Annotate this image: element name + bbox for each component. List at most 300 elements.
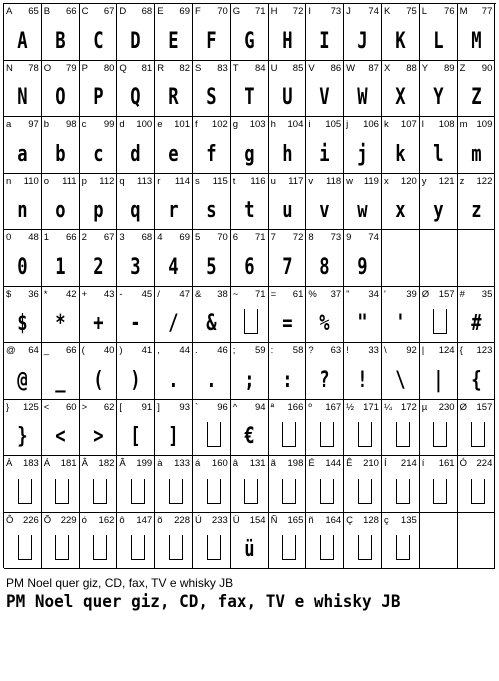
glyph-cell bbox=[269, 174, 307, 231]
missing-glyph-icon bbox=[433, 479, 447, 504]
char-label: ó bbox=[81, 514, 87, 526]
missing-glyph-icon bbox=[244, 479, 258, 504]
char-label: E bbox=[157, 6, 164, 17]
missing-glyph-icon bbox=[358, 479, 372, 504]
glyph-cell bbox=[193, 287, 231, 344]
glyph-sample: m bbox=[470, 141, 482, 167]
char-label: ª bbox=[270, 401, 275, 413]
char-code: 91 bbox=[141, 401, 153, 413]
char-code: 59 bbox=[255, 345, 266, 356]
char-code: 125 bbox=[22, 401, 39, 413]
char-label: O bbox=[43, 62, 52, 74]
glyph-cell bbox=[382, 400, 420, 457]
char-label: á bbox=[194, 458, 201, 469]
glyph-cell bbox=[42, 61, 80, 118]
char-label: t bbox=[232, 175, 236, 187]
char-label: ç bbox=[383, 514, 389, 526]
char-code: 76 bbox=[443, 6, 455, 17]
missing-glyph-icon bbox=[18, 479, 32, 504]
glyph-cell bbox=[80, 4, 118, 61]
char-code: 228 bbox=[174, 514, 190, 526]
missing-glyph-icon bbox=[169, 479, 183, 504]
glyph-sample: # bbox=[470, 311, 482, 336]
char-code: 77 bbox=[481, 6, 493, 17]
char-code: 199 bbox=[136, 458, 153, 469]
char-label: : bbox=[270, 345, 274, 356]
glyph-row bbox=[4, 456, 496, 513]
glyph-sample: Q bbox=[130, 85, 141, 110]
char-label: ; bbox=[232, 345, 236, 356]
glyph-sample: d bbox=[130, 141, 141, 167]
empty-cell bbox=[382, 230, 420, 287]
char-label: r bbox=[157, 175, 161, 187]
char-label: $ bbox=[6, 288, 12, 300]
char-label: { bbox=[459, 345, 463, 356]
glyph-cell bbox=[117, 287, 155, 344]
char-code: 44 bbox=[179, 345, 190, 356]
char-label: ` bbox=[194, 401, 199, 413]
char-label: Ü bbox=[232, 514, 240, 526]
char-label: õ bbox=[157, 514, 163, 526]
glyph-row bbox=[4, 4, 496, 61]
char-label: ' bbox=[383, 288, 386, 300]
glyph-sample: K bbox=[395, 28, 406, 54]
char-code: 70 bbox=[217, 6, 228, 17]
glyph-cell bbox=[344, 343, 382, 400]
glyph-cell bbox=[344, 287, 382, 344]
char-code: 198 bbox=[287, 458, 304, 469]
char-label: É bbox=[308, 458, 315, 469]
char-code: 121 bbox=[438, 175, 455, 187]
char-code: 183 bbox=[22, 458, 39, 469]
glyph-cell bbox=[231, 513, 269, 570]
glyph-cell bbox=[344, 513, 382, 570]
char-label: µ bbox=[421, 401, 428, 413]
char-code: 35 bbox=[481, 288, 493, 300]
char-code: 226 bbox=[22, 514, 39, 526]
char-code: 161 bbox=[438, 458, 455, 469]
missing-glyph-icon bbox=[207, 535, 221, 560]
char-code: 167 bbox=[325, 401, 342, 413]
glyph-sample: * bbox=[55, 311, 66, 336]
glyph-cell bbox=[269, 343, 307, 400]
char-code: 39 bbox=[406, 288, 417, 300]
char-label: V bbox=[308, 62, 315, 74]
missing-glyph-icon bbox=[471, 479, 485, 504]
glyph-sample: T bbox=[244, 85, 255, 110]
char-code: 90 bbox=[481, 62, 493, 74]
char-code: 47 bbox=[179, 288, 190, 300]
char-label: Õ bbox=[43, 514, 52, 526]
glyph-cell bbox=[4, 287, 42, 344]
missing-glyph-icon bbox=[282, 479, 296, 504]
empty-cell bbox=[458, 230, 496, 287]
glyph-sample: V bbox=[319, 85, 330, 110]
glyph-cell bbox=[344, 400, 382, 457]
char-code: 99 bbox=[103, 119, 115, 130]
glyph-sample: } bbox=[17, 424, 28, 449]
glyph-sample: n bbox=[17, 198, 28, 223]
char-code: 71 bbox=[255, 232, 266, 243]
char-code: 165 bbox=[287, 514, 304, 526]
char-label: h bbox=[270, 119, 276, 130]
char-code: 74 bbox=[368, 6, 379, 17]
char-code: 214 bbox=[400, 458, 417, 469]
glyph-cell bbox=[80, 343, 118, 400]
char-label: à bbox=[157, 458, 163, 469]
glyph-sample: L bbox=[432, 28, 444, 54]
glyph-sample: a bbox=[17, 141, 28, 167]
glyph-sample: ' bbox=[395, 311, 406, 336]
glyph-sample: - bbox=[130, 311, 141, 336]
char-label: > bbox=[81, 401, 88, 413]
glyph-cell bbox=[42, 287, 80, 344]
glyph-sample: h bbox=[281, 141, 293, 167]
char-label: Ã bbox=[119, 458, 126, 469]
char-label: @ bbox=[6, 345, 16, 356]
glyph-cell bbox=[4, 61, 42, 118]
glyph-cell bbox=[42, 400, 80, 457]
char-code: 96 bbox=[217, 401, 228, 413]
glyph-cell bbox=[117, 230, 155, 287]
char-code: 104 bbox=[287, 119, 304, 130]
char-label: Ó bbox=[459, 458, 467, 469]
glyph-row bbox=[4, 174, 496, 231]
missing-glyph-icon bbox=[18, 535, 32, 560]
char-label: y bbox=[421, 175, 427, 187]
glyph-sample: @ bbox=[17, 367, 28, 393]
glyph-cell bbox=[382, 456, 420, 513]
missing-glyph-icon bbox=[282, 422, 296, 447]
glyph-cell bbox=[42, 4, 80, 61]
glyph-sample: > bbox=[92, 424, 104, 449]
missing-glyph-icon bbox=[433, 309, 447, 334]
glyph-sample: M bbox=[470, 28, 482, 54]
glyph-sample: y bbox=[432, 198, 444, 223]
char-label: x bbox=[383, 175, 389, 187]
glyph-sample: 4 bbox=[168, 254, 179, 280]
glyph-sample: B bbox=[55, 28, 66, 54]
char-label: < bbox=[43, 401, 50, 413]
glyph-cell bbox=[344, 456, 382, 513]
glyph-sample: P bbox=[92, 85, 104, 110]
char-label: F bbox=[194, 6, 201, 17]
glyph-cell bbox=[4, 174, 42, 231]
char-label: I bbox=[308, 6, 312, 17]
char-code: 79 bbox=[66, 62, 77, 74]
char-label: - bbox=[119, 288, 123, 300]
glyph-cell bbox=[155, 456, 193, 513]
glyph-sample: . bbox=[206, 367, 217, 393]
char-label: 9 bbox=[346, 232, 352, 243]
char-code: 106 bbox=[363, 119, 379, 130]
glyph-cell bbox=[344, 174, 382, 231]
glyph-cell bbox=[155, 230, 193, 287]
glyph-cell bbox=[231, 117, 269, 174]
char-label: Z bbox=[459, 62, 466, 74]
char-code: 100 bbox=[136, 119, 153, 130]
char-code: 160 bbox=[211, 458, 228, 469]
missing-glyph-icon bbox=[320, 479, 334, 504]
char-label: m bbox=[459, 119, 468, 130]
glyph-sample: v bbox=[319, 198, 330, 223]
char-label: ? bbox=[308, 345, 314, 356]
char-code: 38 bbox=[217, 288, 228, 300]
glyph-sample: I bbox=[319, 28, 330, 54]
missing-glyph-icon bbox=[358, 422, 372, 447]
char-code: 69 bbox=[179, 6, 190, 17]
glyph-cell bbox=[155, 400, 193, 457]
char-code: 64 bbox=[28, 345, 39, 356]
missing-glyph-icon bbox=[320, 535, 334, 560]
char-code: 233 bbox=[211, 514, 228, 526]
char-label: k bbox=[383, 119, 389, 130]
char-code: 97 bbox=[28, 119, 39, 130]
char-code: 144 bbox=[325, 458, 342, 469]
glyph-sample: / bbox=[168, 311, 179, 336]
char-code: 111 bbox=[62, 175, 77, 187]
glyph-cell bbox=[80, 230, 118, 287]
glyph-cell bbox=[193, 456, 231, 513]
char-code: 172 bbox=[400, 401, 417, 413]
char-code: 110 bbox=[23, 175, 39, 187]
glyph-cell bbox=[193, 343, 231, 400]
missing-glyph-icon bbox=[282, 535, 296, 560]
glyph-cell bbox=[80, 174, 118, 231]
sample-text-small: PM Noel quer giz, CD, fax, TV e whisky JB bbox=[6, 576, 234, 590]
glyph-cell bbox=[155, 287, 193, 344]
glyph-cell bbox=[269, 456, 307, 513]
glyph-sample: % bbox=[319, 311, 330, 336]
glyph-cell bbox=[193, 230, 231, 287]
char-code: 101 bbox=[174, 119, 190, 130]
char-code: 157 bbox=[438, 288, 455, 300]
missing-glyph-icon bbox=[244, 309, 258, 334]
char-code: 37 bbox=[330, 288, 342, 300]
char-code: 67 bbox=[103, 6, 115, 17]
char-code: 72 bbox=[292, 6, 304, 17]
missing-glyph-icon bbox=[169, 535, 183, 560]
char-label: 3 bbox=[119, 232, 125, 243]
char-label: 6 bbox=[232, 232, 239, 243]
glyph-cell bbox=[80, 513, 118, 570]
glyph-cell bbox=[344, 230, 382, 287]
missing-glyph-icon bbox=[55, 535, 69, 560]
char-code: 46 bbox=[217, 345, 228, 356]
empty-cell bbox=[420, 230, 458, 287]
char-code: 181 bbox=[60, 458, 77, 469]
char-code: 58 bbox=[292, 345, 304, 356]
char-label: º bbox=[308, 401, 312, 413]
glyph-cell bbox=[80, 117, 118, 174]
glyph-sample: 9 bbox=[357, 254, 368, 280]
glyph-cell bbox=[42, 513, 80, 570]
glyph-sample: . bbox=[168, 367, 179, 393]
glyph-cell bbox=[306, 287, 344, 344]
char-code: 33 bbox=[368, 345, 379, 356]
char-code: 66 bbox=[66, 6, 77, 17]
char-label: 4 bbox=[157, 232, 163, 243]
char-code: 60 bbox=[66, 401, 77, 413]
char-code: 115 bbox=[212, 175, 228, 187]
glyph-sample: g bbox=[244, 141, 255, 167]
char-label: ã bbox=[270, 458, 276, 469]
char-code: 133 bbox=[174, 458, 190, 469]
char-label: p bbox=[81, 175, 87, 187]
glyph-sample: & bbox=[206, 311, 217, 336]
glyph-cell bbox=[4, 513, 42, 570]
char-code: 43 bbox=[103, 288, 115, 300]
char-code: 72 bbox=[292, 232, 304, 243]
char-label: Ô bbox=[6, 514, 14, 526]
glyph-cell bbox=[269, 513, 307, 570]
glyph-cell bbox=[117, 343, 155, 400]
glyph-cell bbox=[80, 61, 118, 118]
glyph-sample: 7 bbox=[281, 254, 293, 280]
char-code: 210 bbox=[363, 458, 379, 469]
char-code: 63 bbox=[330, 345, 342, 356]
glyph-cell bbox=[306, 117, 344, 174]
glyph-cell bbox=[306, 61, 344, 118]
char-label: ñ bbox=[308, 514, 314, 526]
missing-glyph-icon bbox=[131, 479, 145, 504]
char-label: o bbox=[43, 175, 50, 187]
char-code: 157 bbox=[476, 401, 493, 413]
glyph-cell bbox=[382, 174, 420, 231]
glyph-sample: o bbox=[55, 198, 66, 223]
sample-text-large: PM Noel quer giz, CD, fax, TV e whisky JB bbox=[6, 592, 401, 612]
char-code: 119 bbox=[363, 175, 379, 187]
glyph-sample: i bbox=[319, 141, 330, 167]
glyph-grid bbox=[3, 3, 496, 568]
char-code: 68 bbox=[141, 232, 153, 243]
char-code: 42 bbox=[66, 288, 77, 300]
char-code: 112 bbox=[99, 175, 115, 187]
missing-glyph-icon bbox=[93, 479, 107, 504]
char-code: 83 bbox=[217, 62, 228, 74]
glyph-sample: x bbox=[395, 198, 406, 223]
char-code: 80 bbox=[103, 62, 115, 74]
glyph-sample: W bbox=[357, 85, 368, 110]
glyph-cell bbox=[117, 456, 155, 513]
char-label: N bbox=[6, 62, 13, 74]
char-code: 154 bbox=[249, 514, 266, 526]
glyph-row bbox=[4, 117, 496, 174]
glyph-sample: 1 bbox=[55, 254, 66, 280]
glyph-cell bbox=[420, 287, 458, 344]
glyph-sample: q bbox=[130, 198, 141, 223]
char-label: ] bbox=[157, 401, 160, 413]
glyph-cell bbox=[382, 343, 420, 400]
char-code: 224 bbox=[476, 458, 493, 469]
glyph-cell bbox=[4, 117, 42, 174]
char-label: ^ bbox=[232, 401, 238, 413]
missing-glyph-icon bbox=[396, 422, 410, 447]
char-code: 128 bbox=[363, 514, 379, 526]
glyph-cell bbox=[458, 4, 496, 61]
glyph-cell bbox=[382, 117, 420, 174]
glyph-sample: R bbox=[168, 85, 179, 110]
glyph-cell bbox=[117, 4, 155, 61]
glyph-sample: 2 bbox=[92, 254, 104, 280]
glyph-cell bbox=[382, 61, 420, 118]
glyph-row bbox=[4, 400, 496, 457]
char-label: T bbox=[232, 62, 239, 74]
glyph-sample: U bbox=[281, 85, 293, 110]
glyph-sample: N bbox=[17, 85, 28, 110]
glyph-cell bbox=[420, 456, 458, 513]
glyph-sample: 8 bbox=[319, 254, 330, 280]
char-code: 92 bbox=[406, 345, 417, 356]
char-code: 73 bbox=[330, 232, 342, 243]
glyph-cell bbox=[420, 400, 458, 457]
glyph-sample: ü bbox=[244, 537, 255, 562]
glyph-cell bbox=[193, 174, 231, 231]
glyph-row bbox=[4, 513, 496, 570]
char-code: 117 bbox=[288, 175, 304, 187]
char-label: \ bbox=[383, 345, 387, 356]
glyph-sample: j bbox=[357, 141, 368, 167]
glyph-cell bbox=[231, 174, 269, 231]
glyph-cell bbox=[4, 4, 42, 61]
missing-glyph-icon bbox=[358, 535, 372, 560]
glyph-row bbox=[4, 287, 496, 344]
char-label: 1 bbox=[43, 232, 50, 243]
glyph-cell bbox=[80, 456, 118, 513]
char-code: 108 bbox=[438, 119, 455, 130]
glyph-sample: A bbox=[17, 28, 28, 54]
char-code: 66 bbox=[66, 232, 77, 243]
glyph-sample: \ bbox=[395, 367, 406, 393]
glyph-sample: : bbox=[281, 367, 293, 393]
glyph-sample: F bbox=[206, 28, 217, 54]
char-code: 82 bbox=[179, 62, 190, 74]
char-label: ! bbox=[346, 345, 349, 356]
glyph-cell bbox=[193, 400, 231, 457]
glyph-cell bbox=[344, 4, 382, 61]
char-code: 75 bbox=[406, 6, 417, 17]
glyph-cell bbox=[231, 61, 269, 118]
char-code: 93 bbox=[179, 401, 190, 413]
char-label: s bbox=[194, 175, 200, 187]
glyph-cell bbox=[269, 287, 307, 344]
char-label: ( bbox=[81, 345, 85, 356]
glyph-cell bbox=[458, 343, 496, 400]
glyph-cell bbox=[458, 61, 496, 118]
glyph-cell bbox=[306, 230, 344, 287]
glyph-cell bbox=[42, 343, 80, 400]
missing-glyph-icon bbox=[471, 422, 485, 447]
char-label: d bbox=[119, 119, 125, 130]
glyph-cell bbox=[42, 117, 80, 174]
char-label: Ø bbox=[459, 401, 467, 413]
glyph-sample: | bbox=[432, 367, 444, 393]
char-code: 89 bbox=[443, 62, 455, 74]
char-code: 36 bbox=[28, 288, 39, 300]
glyph-cell bbox=[193, 117, 231, 174]
char-label: R bbox=[157, 62, 165, 74]
char-label: _ bbox=[43, 345, 50, 356]
glyph-cell bbox=[269, 61, 307, 118]
glyph-cell bbox=[155, 117, 193, 174]
char-label: ½ bbox=[346, 401, 355, 413]
glyph-sample: p bbox=[92, 198, 104, 223]
char-code: 74 bbox=[368, 232, 379, 243]
char-label: c bbox=[81, 119, 87, 130]
char-label: Ñ bbox=[270, 514, 278, 526]
glyph-sample: b bbox=[55, 141, 66, 167]
char-code: 120 bbox=[400, 175, 417, 187]
